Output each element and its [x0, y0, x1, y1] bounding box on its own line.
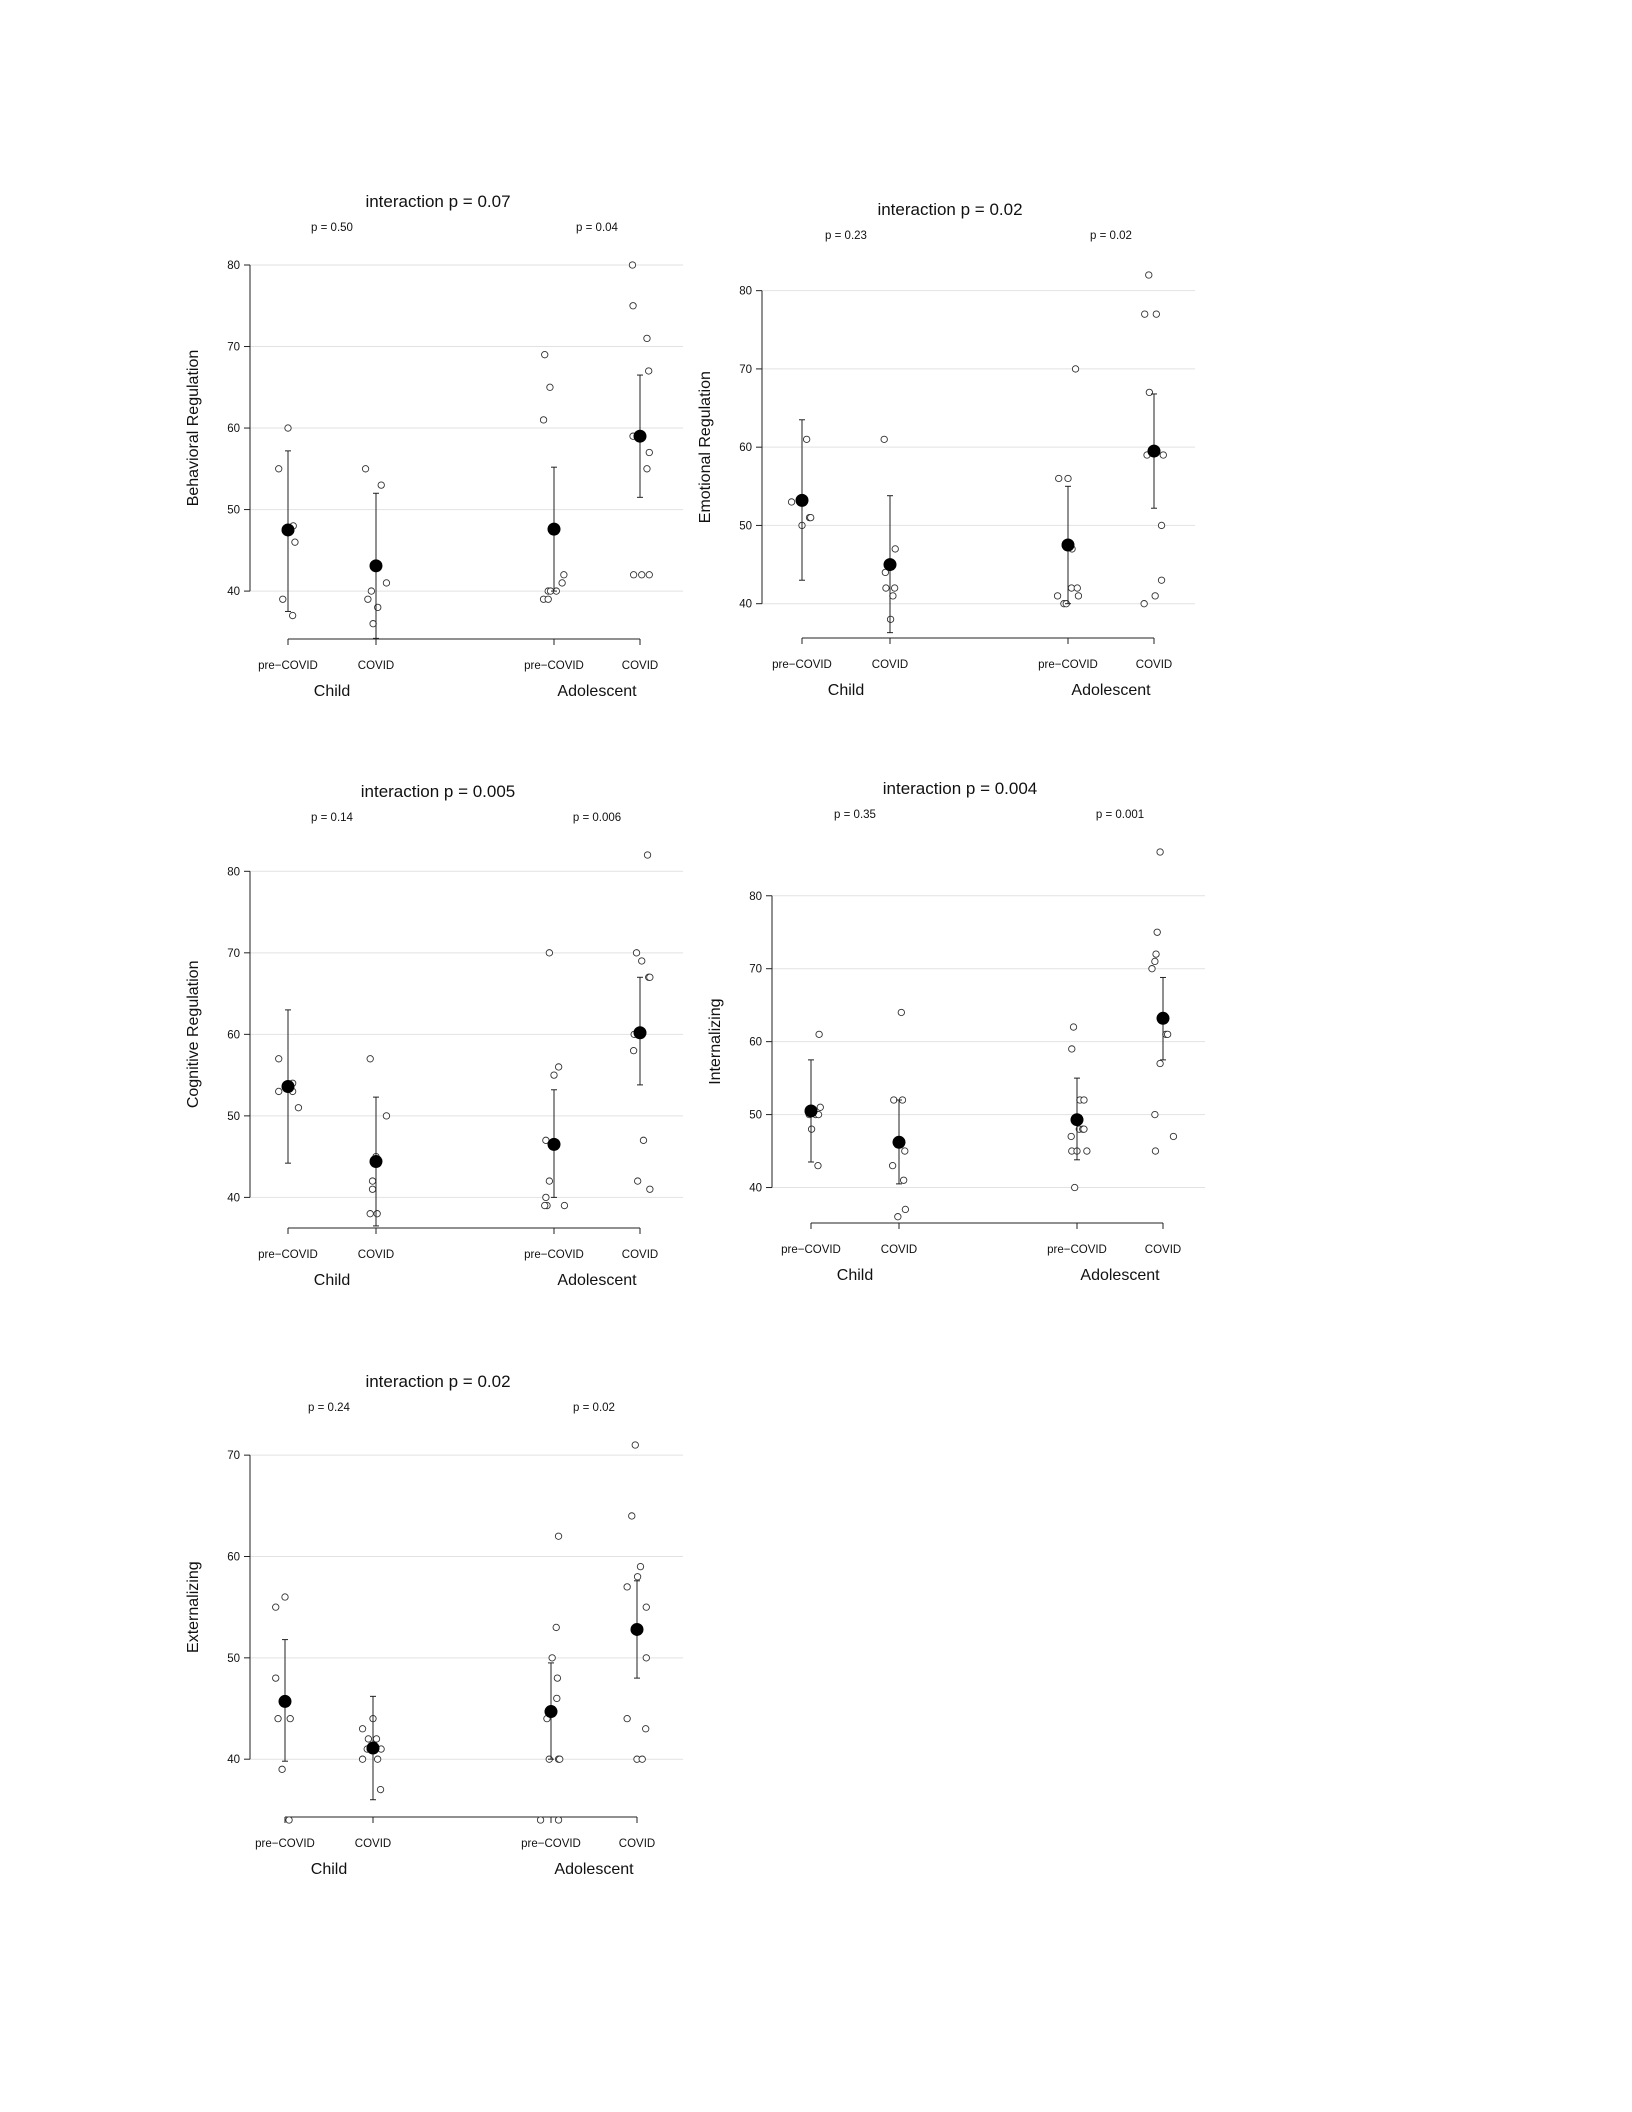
raw-data-point [624, 1715, 630, 1721]
raw-data-point [359, 1756, 365, 1762]
raw-data-point [557, 1756, 563, 1762]
raw-data-point [892, 546, 898, 552]
raw-data-point [630, 572, 636, 578]
raw-data-point [1056, 475, 1062, 481]
raw-data-point [902, 1206, 908, 1212]
y-axis-label: Cognitive Regulation [185, 960, 202, 1109]
raw-data-point [902, 1148, 908, 1154]
raw-data-point [1068, 1133, 1074, 1139]
raw-data-point [561, 572, 567, 578]
raw-data-point [643, 1726, 649, 1732]
y-tick-label: 40 [749, 1182, 762, 1195]
raw-data-point [639, 958, 645, 964]
condition-label: COVID [1135, 659, 1173, 671]
y-tick-label: 70 [227, 947, 240, 960]
raw-data-point [542, 1202, 548, 1208]
raw-data-point [644, 852, 650, 858]
raw-data-point [630, 303, 636, 309]
raw-data-point [374, 1756, 380, 1762]
group-label-child: Child [310, 1861, 348, 1878]
raw-data-point [647, 974, 653, 980]
raw-data-point [554, 1695, 560, 1701]
y-tick-label: 80 [739, 285, 752, 298]
raw-data-point [1074, 585, 1080, 591]
mean-point [1062, 539, 1075, 552]
raw-data-point [286, 1817, 292, 1823]
condition-label: pre−COVID [258, 660, 318, 672]
externalizing-chart [185, 1365, 678, 1890]
raw-data-point [285, 425, 291, 431]
raw-data-point [629, 262, 635, 268]
raw-data-point [362, 466, 368, 472]
raw-data-point [1149, 966, 1155, 972]
condition-label: COVID [1144, 1244, 1182, 1256]
raw-data-point [803, 436, 809, 442]
raw-data-point [643, 1604, 649, 1610]
raw-data-point [817, 1104, 823, 1110]
raw-data-point [359, 1726, 365, 1732]
group-label-adolescent: Adolescent [554, 1861, 634, 1878]
chart-title: interaction p = 0.004 [882, 779, 1038, 798]
raw-data-point [537, 1817, 543, 1823]
raw-data-point [1065, 475, 1071, 481]
raw-data-point [644, 466, 650, 472]
raw-data-point [561, 1202, 567, 1208]
raw-data-point [540, 417, 546, 423]
chart-title: interaction p = 0.02 [877, 200, 1023, 219]
p-value-adolescent: p = 0.02 [573, 1402, 615, 1414]
raw-data-point [276, 1088, 282, 1094]
condition-label: pre−COVID [255, 1838, 315, 1850]
y-tick-label: 80 [227, 260, 240, 272]
condition-label: COVID [618, 1838, 656, 1850]
y-tick-label: 50 [749, 1109, 762, 1122]
raw-data-point [551, 1072, 557, 1078]
p-value-adolescent: p = 0.006 [572, 812, 622, 824]
raw-data-point [276, 466, 282, 472]
group-label-child: Child [313, 1272, 351, 1289]
group-label-adolescent: Adolescent [557, 683, 637, 700]
condition-label: pre−COVID [524, 1249, 584, 1261]
raw-data-point [546, 1178, 552, 1184]
raw-data-point [1152, 1111, 1158, 1117]
raw-data-point [640, 1137, 646, 1143]
raw-data-point [630, 1047, 636, 1053]
y-tick-label: 40 [227, 1754, 240, 1767]
raw-data-point [369, 1178, 375, 1184]
raw-data-point [808, 1126, 814, 1132]
raw-data-point [895, 1214, 901, 1220]
mean-point [282, 523, 295, 536]
raw-data-point [634, 1178, 640, 1184]
raw-data-point [377, 1786, 383, 1792]
mean-point [631, 1623, 644, 1636]
raw-data-point [282, 1594, 288, 1600]
mean-point [282, 1080, 295, 1093]
y-axis-label: Emotional Regulation [697, 371, 714, 524]
mean-point [805, 1104, 818, 1117]
raw-data-point [1081, 1097, 1087, 1103]
behavioral-regulation-chart [185, 185, 678, 710]
raw-data-point [367, 1210, 373, 1216]
y-tick-label: 40 [227, 1192, 240, 1205]
raw-data-point [1158, 522, 1164, 528]
condition-label: pre−COVID [1047, 1244, 1107, 1256]
raw-data-point [637, 1563, 643, 1569]
raw-data-point [1070, 1024, 1076, 1030]
y-tick-label: 80 [227, 866, 240, 879]
raw-data-point [1072, 366, 1078, 372]
group-label-child: Child [313, 683, 351, 700]
raw-data-point [633, 950, 639, 956]
raw-data-point [545, 596, 551, 602]
raw-data-point [890, 593, 896, 599]
condition-label: COVID [357, 1249, 395, 1261]
raw-data-point [273, 1604, 279, 1610]
raw-data-point [542, 351, 548, 357]
mean-point [548, 523, 561, 536]
raw-data-point [1069, 1046, 1075, 1052]
raw-data-point [1075, 593, 1081, 599]
p-value-child: p = 0.23 [825, 230, 867, 242]
condition-label: COVID [871, 659, 909, 671]
y-tick-label: 50 [739, 520, 752, 533]
chart-title: interaction p = 0.02 [365, 1372, 511, 1391]
y-axis-label: Behavioral Regulation [185, 349, 202, 507]
mean-point [1157, 1012, 1170, 1025]
chart-title: interaction p = 0.005 [360, 782, 516, 801]
condition-label: pre−COVID [521, 1838, 581, 1850]
raw-data-point [898, 1009, 904, 1015]
cognitive-regulation-chart [185, 775, 678, 1300]
y-axis-label: Internalizing [707, 998, 724, 1085]
y-tick-label: 60 [227, 1029, 240, 1042]
mean-point [279, 1695, 292, 1708]
y-tick-label: 60 [739, 442, 752, 455]
raw-data-point [275, 1715, 281, 1721]
y-axis-label: Externalizing [185, 1561, 202, 1653]
raw-data-point [365, 596, 371, 602]
raw-data-point [639, 572, 645, 578]
raw-data-point [646, 572, 652, 578]
raw-data-point [1152, 1148, 1158, 1154]
raw-data-point [646, 449, 652, 455]
raw-data-point [629, 1513, 635, 1519]
raw-data-point [788, 499, 794, 505]
raw-data-point [273, 1675, 279, 1681]
raw-data-point [891, 585, 897, 591]
y-tick-label: 40 [227, 586, 240, 599]
p-value-child: p = 0.14 [311, 812, 353, 824]
raw-data-point [632, 1442, 638, 1448]
condition-label: COVID [357, 660, 395, 672]
group-label-child: Child [827, 682, 865, 699]
raw-data-point [816, 1031, 822, 1037]
y-tick-label: 70 [227, 1450, 240, 1463]
raw-data-point [373, 1736, 379, 1742]
y-tick-label: 60 [227, 1551, 240, 1564]
raw-data-point [815, 1162, 821, 1168]
raw-data-point [1152, 593, 1158, 599]
raw-data-point [555, 1817, 561, 1823]
raw-data-point [554, 1675, 560, 1681]
y-tick-label: 70 [749, 963, 762, 976]
raw-data-point [881, 436, 887, 442]
condition-label: pre−COVID [258, 1249, 318, 1261]
raw-data-point [368, 588, 374, 594]
raw-data-point [639, 1756, 645, 1762]
raw-data-point [289, 612, 295, 618]
y-tick-label: 50 [227, 504, 240, 517]
raw-data-point [555, 1533, 561, 1539]
p-value-adolescent: p = 0.04 [576, 222, 618, 234]
raw-data-point [634, 1574, 640, 1580]
group-label-adolescent: Adolescent [1071, 682, 1151, 699]
raw-data-point [383, 1113, 389, 1119]
internalizing-chart [707, 772, 1220, 1302]
y-tick-label: 60 [227, 423, 240, 436]
y-tick-label: 60 [749, 1036, 762, 1049]
raw-data-point [1141, 600, 1147, 606]
raw-data-point [365, 1736, 371, 1742]
condition-label: pre−COVID [524, 660, 584, 672]
raw-data-point [287, 1715, 293, 1721]
raw-data-point [1081, 1126, 1087, 1132]
y-tick-label: 50 [227, 1110, 240, 1123]
raw-data-point [374, 1210, 380, 1216]
raw-data-point [367, 1056, 373, 1062]
chart-title: interaction p = 0.07 [365, 192, 511, 211]
y-tick-label: 70 [739, 363, 752, 376]
raw-data-point [370, 620, 376, 626]
p-value-child: p = 0.24 [308, 1402, 350, 1414]
mean-point [634, 1026, 647, 1039]
raw-data-point [1157, 849, 1163, 855]
condition-label: pre−COVID [772, 659, 832, 671]
raw-data-point [1054, 593, 1060, 599]
raw-data-point [887, 616, 893, 622]
mean-point [634, 430, 647, 443]
raw-data-point [900, 1177, 906, 1183]
condition-label: COVID [880, 1244, 918, 1256]
raw-data-point [555, 1064, 561, 1070]
raw-data-point [292, 539, 298, 545]
condition-label: COVID [354, 1838, 392, 1850]
raw-data-point [644, 335, 650, 341]
y-tick-label: 50 [227, 1652, 240, 1665]
raw-data-point [383, 580, 389, 586]
mean-point [796, 494, 809, 507]
raw-data-point [808, 514, 814, 520]
mean-point [545, 1705, 558, 1718]
raw-data-point [1158, 577, 1164, 583]
mean-point [893, 1136, 906, 1149]
raw-data-point [624, 1584, 630, 1590]
raw-data-point [543, 1194, 549, 1200]
raw-data-point [276, 1056, 282, 1062]
raw-data-point [1152, 958, 1158, 964]
mean-point [548, 1138, 561, 1151]
mean-point [1148, 445, 1161, 458]
mean-point [884, 558, 897, 571]
raw-data-point [279, 1766, 285, 1772]
raw-data-point [883, 585, 889, 591]
raw-data-point [559, 580, 565, 586]
p-value-child: p = 0.35 [834, 809, 876, 821]
group-label-adolescent: Adolescent [557, 1272, 637, 1289]
emotional-regulation-chart [697, 195, 1200, 715]
mean-point [370, 1155, 383, 1168]
raw-data-point [1146, 389, 1152, 395]
raw-data-point [1146, 272, 1152, 278]
raw-data-point [646, 368, 652, 374]
raw-data-point [1164, 1031, 1170, 1037]
raw-data-point [549, 1655, 555, 1661]
raw-data-point [643, 1655, 649, 1661]
raw-data-point [1154, 929, 1160, 935]
y-tick-label: 40 [739, 598, 752, 611]
raw-data-point [1157, 1060, 1163, 1066]
raw-data-point [369, 1186, 375, 1192]
raw-data-point [647, 1186, 653, 1192]
mean-point [367, 1742, 380, 1755]
raw-data-point [280, 596, 286, 602]
group-label-child: Child [836, 1267, 874, 1284]
condition-label: COVID [621, 1249, 659, 1261]
raw-data-point [553, 1624, 559, 1630]
raw-data-point [1142, 311, 1148, 317]
y-tick-label: 70 [227, 341, 240, 354]
raw-data-point [1084, 1148, 1090, 1154]
raw-data-point [547, 384, 553, 390]
y-tick-label: 80 [749, 890, 762, 903]
raw-data-point [1153, 311, 1159, 317]
mean-point [1071, 1113, 1084, 1126]
raw-data-point [546, 950, 552, 956]
p-value-adolescent: p = 0.001 [1095, 809, 1145, 821]
group-label-adolescent: Adolescent [1080, 1267, 1160, 1284]
raw-data-point [378, 482, 384, 488]
raw-data-point [1170, 1133, 1176, 1139]
raw-data-point [1160, 452, 1166, 458]
raw-data-point [1071, 1184, 1077, 1190]
raw-data-point [1153, 951, 1159, 957]
p-value-adolescent: p = 0.02 [1090, 230, 1132, 242]
condition-label: pre−COVID [1038, 659, 1098, 671]
condition-label: pre−COVID [781, 1244, 841, 1256]
mean-point [370, 559, 383, 572]
condition-label: COVID [621, 660, 659, 672]
p-value-child: p = 0.50 [311, 222, 353, 234]
raw-data-point [889, 1162, 895, 1168]
raw-data-point [295, 1105, 301, 1111]
